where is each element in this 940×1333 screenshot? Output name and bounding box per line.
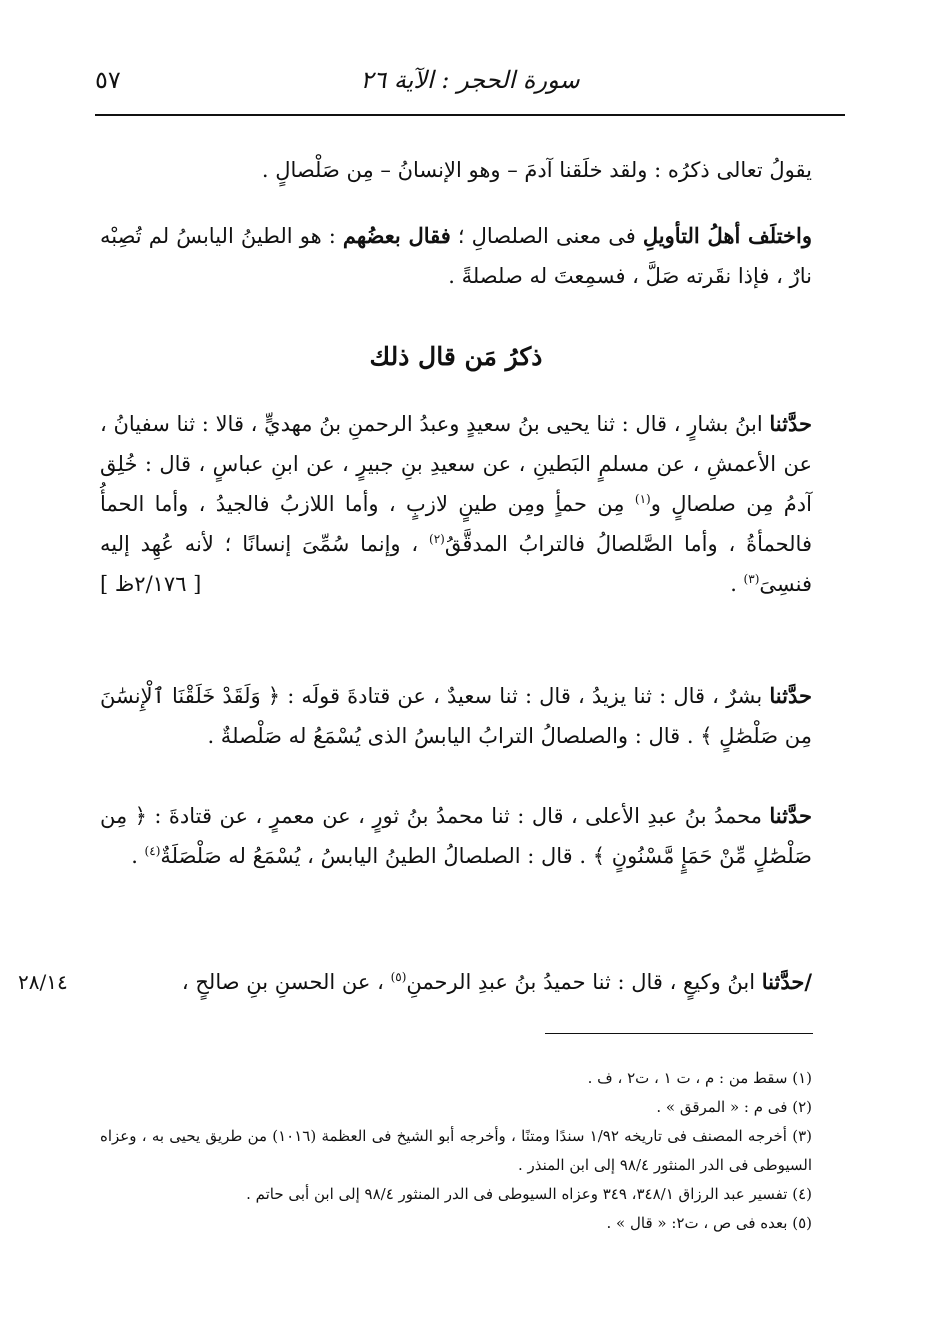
paragraph-text: فى معنى الصلصالِ ؛ [450, 224, 643, 248]
paragraph-text: ابنُ وكيعٍ ، قال : ثنا حميدُ بنُ عبدِ الرحمنِ [406, 970, 762, 994]
footnote-item: (٥) بعده فى ص ، ت٢: « قال » . [606, 1214, 812, 1232]
footnote-marker: (٣) [743, 572, 760, 586]
paragraph-text: . [730, 572, 744, 596]
paragraph-text: ، وإنما سُمِّىَ إنسانًا ؛ لأنه عُهِد إليه فنسِىَ [100, 532, 812, 596]
narration-lead: /حدَّثنا [761, 969, 812, 994]
paragraph-narration-4 [100, 962, 812, 1002]
paragraph-text: محمدُ بنُ عبدِ الأعلى ، قال : ثنا محمدُ بنُ ثورٍ ، عن معمرٍ ، عن قتادةَ : ﴿ مِن صَلْصَٰلٍ مِّنْ حَمَإٍ مَّسْنُونٍ ﴾ . قال : الصلصالُ الطينُ اليابسُ ، يُسْمَعُ له صَلْصَلَةٌ [100, 804, 812, 868]
narration-lead: حدَّثنا [769, 683, 812, 708]
page-header [95, 62, 845, 102]
footnote-marker: (١) [634, 492, 651, 506]
footnote-marker: (٥) [390, 970, 407, 984]
paragraph-intro [100, 150, 812, 190]
lead-phrase: واختلَف أهلُ التأويلِ [642, 223, 812, 248]
manuscript-reference: [ ٢/١٧٦ظ ] [100, 572, 202, 596]
footnote-item: (٤) تفسير عبد الرزاق ٣٤٨/١، ٣٤٩ وعزاه السيوطى فى الدر المنثور ٩٨/٤ إلى ابن أبى حاتم . [246, 1185, 812, 1203]
page-number: ٥٧ [95, 66, 121, 94]
paragraph-text: يقولُ تعالى ذكرُه : ولقد خلَقنا آدمَ – وهو الإنسانُ – مِن صَلْصالٍ . [261, 158, 812, 182]
footnotes [100, 1064, 812, 1238]
narration-lead: حدَّثنا [769, 411, 812, 436]
paragraph-text: بشرٌ ، قال : ثنا يزيدُ ، قال : ثنا سعيدٌ ، عن قتادةَ قولَه : ﴿ وَلَقَدْ خَلَقْنَا ٱلْإِنسَٰنَ مِن صَلْصَٰلٍ ﴾ . قال : والصلصالُ الترابُ اليابسُ الذى يُسْمَعُ له صَلْصلةٌ . [100, 684, 812, 748]
paragraph-text: . [131, 844, 145, 868]
footnote-marker: (٤) [144, 844, 161, 858]
paragraph-narration-2 [100, 676, 812, 756]
header-rule [95, 114, 845, 116]
section-heading: ذكرُ مَن قال ذلك [369, 342, 543, 371]
margin-reference: ٢٨/١٤ [18, 970, 68, 994]
paragraph-text: ابنُ بشارٍ ، قال : ثنا يحيى بنُ سعيدٍ وعبدُ الرحمنِ بنُ مهديٍّ ، قالا : ثنا سفيانُ ، عن الأعمشِ ، عن مسلمٍ البَطينِ ، عن سعيدِ بنِ جبيرٍ ، عن ابنِ عباسٍ ، قال : خُلِق آدمُ مِن صلصالٍ و [100, 412, 812, 516]
footnote-item: (١) سقط من : م ، ت ١ ، ت٢ ، ف . [587, 1069, 812, 1087]
paragraph-text: ، عن الحسنِ بنِ صالحٍ ، [181, 970, 391, 994]
paragraph-text: : هو الطينُ اليابسُ لم تُصِبْه نارٌ ، فإذا نقَرته صَلَّ ، فسمِعتَ له صلصلةً . [100, 224, 812, 288]
paragraph-narration-1 [100, 404, 812, 604]
lead-phrase: فقال بعضُهم [342, 223, 451, 248]
running-title: سورة الحجر : الآية ٢٦ [360, 66, 580, 94]
narration-lead: حدَّثنا [769, 803, 812, 828]
footnote-item: (٣) أخرجه المصنف فى تاريخه ١/٩٢ سندًا ومتنًا ، وأخرجه أبو الشيخ فى العظمة (١٠١٦) من طريق يحيى به ، وعزاه السيوطى فى الدر المنثور ٩٨/٤ إلى ابن المنذر . [100, 1127, 812, 1174]
paragraph-disagreement [100, 216, 812, 296]
footnote-marker: (٢) [429, 532, 445, 546]
paragraph-text: مِن حمأٍ ومِن طينٍ لازبٍ ، وأما اللازبُ فالجيدُ ، وأما الحمأُ فالحمأةُ ، وأما الصَّلصالُ فالترابُ المدقَّقُ [100, 492, 812, 556]
footnote-separator [545, 1033, 813, 1034]
paragraph-narration-3 [100, 796, 812, 876]
footnote-item: (٢) فى م : « المرقق » . [656, 1098, 812, 1116]
